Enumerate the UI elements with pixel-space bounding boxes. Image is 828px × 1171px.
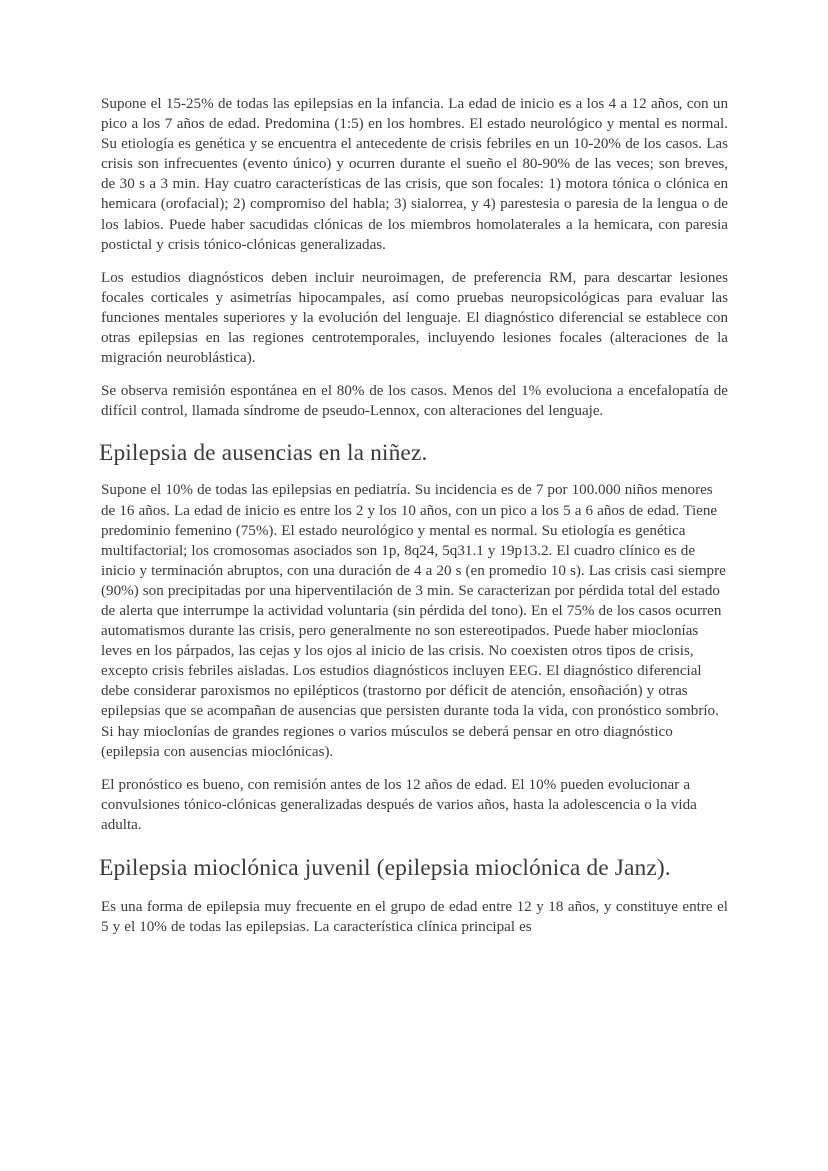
paragraph-ausencias-ninez-descripcion: Supone el 10% de todas las epilepsias en pediatría. Su incidencia es de 7 por 100.000 niños menores de 16 años. La edad de inicio es entre los 2 y los 10 años, con un pico a los 5 a 6 años de edad. Tiene predominio femenino (75%). El estado neurológico y mental es normal. Su etiología es genética multifactorial; los cromosomas asociados son 1p, 8q24, 5q31.1 y 19p13.2. El cuadro clínico es de inicio y terminación abruptos, con una duración de 4 a 20 s (en promedio 10 s). Las crisis casi siempre (90%) son precipitadas por una hiperventilación de 3 min. Se caracterizan por pérdida total del estado de alerta que interrumpe la actividad voluntaria (sin pérdida del tono). En el 75% de los casos ocurren automatismos durante las crisis, pero generalmente no son estereotipados. Puede haber mioclonías leves en los párpados, las cejas y los ojos al inicio de las crisis. No coexisten otros tipos de crisis, excepto crisis febriles aisladas. Los estudios diagnósticos incluyen EEG. El diagnóstico diferencial debe considerar paroxismos no epilépticos (trastorno por déficit de atención, ensoñación) y otras epilepsias que se acompañan de ausencias que persisten durante toda la vida, con pronóstico sombrío. Si hay mioclonías de grandes regiones o varios músculos se deberá pensar en otro diagnóstico (epilepsia con ausencias mioclónicas). bbox=[101, 482, 726, 760]
heading-epilepsia-de-ausencias-en-la-ninez: Epilepsia de ausencias en la niñez. bbox=[99, 440, 428, 467]
paragraph-ausencias-ninez-pronostico: El pronóstico es bueno, con remisión antes de los 12 años de edad. El 10% pueden evolucionar a convulsiones tónico-clónicas generalizadas después de varios años, hasta la adolescencia o la vida adulta. bbox=[101, 776, 697, 833]
document-text-column bbox=[101, 94, 728, 950]
paragraph-epilepsia-rolandica-clinica: Supone el 15-25% de todas las epilepsias en la infancia. La edad de inicio es a los 4 a 12 años, con un pico a los 7 años de edad. Predomina (1:5) en los hombres. El estado neurológico y mental es normal. Su etiología es genética y se encuentra el antecedente de crisis febriles en un 10-20% de los casos. Las crisis son infrecuentes (evento único) y ocurren durante el sueño el 80-90% de las veces; son breves, de 30 s a 3 min. Hay cuatro características de las crisis, que son focales: 1) motora tónica o clónica en hemicara (orofacial); 2) compromiso del habla; 3) sialorrea, y 4) parestesia o paresia de la lengua o de los labios. Puede haber sacudidas clónicas de los miembros homolaterales a la hemicara, con paresia postictal y crisis tónico-clónicas generalizadas. bbox=[101, 96, 728, 253]
paragraph-estudios-diagnosticos: Los estudios diagnósticos deben incluir neuroimagen, de preferencia RM, para descartar lesiones focales corticales y asimetrías hipocampales, así como pruebas neuropsicológicas para evaluar las funciones mentales superiores y la evolución del lenguaje. El diagnóstico diferencial se establece con otras epilepsias en las regiones centrotemporales, incluyendo lesiones focales (alteraciones de la migración neuroblástica). bbox=[101, 269, 728, 367]
paragraph-mioclonica-juvenil-intro: Es una forma de epilepsia muy frecuente en el grupo de edad entre 12 y 18 años, y constituye entre el 5 y el 10% de todas las epilepsias. La característica clínica principal es bbox=[101, 899, 728, 936]
paragraph-remision-espontanea: Se observa remisión espontánea en el 80% de los casos. Menos del 1% evoluciona a encefalopatía de difícil control, llamada síndrome de pseudo-Lennox, con alteraciones del lenguaje. bbox=[101, 383, 728, 420]
heading-epilepsia-mioclonica-juvenil: Epilepsia mioclónica juvenil (epilepsia mioclónica de Janz). bbox=[99, 855, 671, 881]
